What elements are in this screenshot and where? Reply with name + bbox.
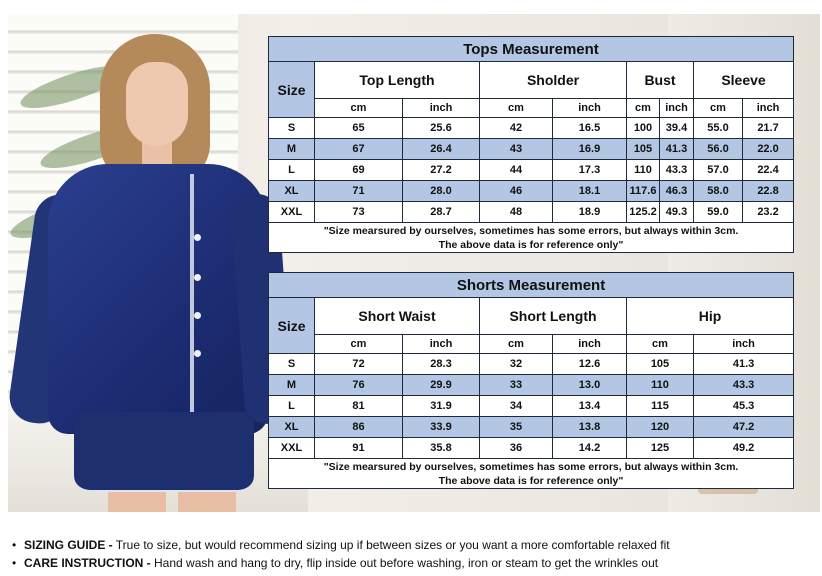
- tops-measurement-table: [268, 36, 794, 253]
- bullet-label: SIZING GUIDE -: [24, 538, 113, 552]
- measurement-cell: 43: [480, 139, 553, 160]
- col-group-short-length: Short Length: [480, 298, 627, 335]
- measurement-cell: 13.4: [553, 396, 627, 417]
- measurement-cell: 14.2: [553, 438, 627, 459]
- measurement-cell: 43.3: [660, 160, 694, 181]
- shorts-table-title: Shorts Measurement: [269, 273, 794, 298]
- measurement-cell: 65: [315, 118, 403, 139]
- measurement-cell: 16.9: [553, 139, 627, 160]
- unit-cell: inch: [403, 335, 480, 354]
- size-cell: XL: [269, 417, 315, 438]
- measurement-cell: 22.0: [743, 139, 794, 160]
- size-cell: S: [269, 354, 315, 375]
- table-row: [269, 438, 794, 459]
- measurement-cell: 32: [480, 354, 553, 375]
- measurement-cell: 56.0: [694, 139, 743, 160]
- measurement-cell: 41.3: [660, 139, 694, 160]
- unit-cell: inch: [553, 99, 627, 118]
- measurement-cell: 48: [480, 202, 553, 223]
- measurement-cell: 13.8: [553, 417, 627, 438]
- measurement-cell: 41.3: [694, 354, 794, 375]
- model-face: [126, 62, 188, 146]
- unit-cell: cm: [315, 335, 403, 354]
- unit-cell: cm: [627, 99, 660, 118]
- size-cell: L: [269, 160, 315, 181]
- table-row: [269, 118, 794, 139]
- table-row: [269, 375, 794, 396]
- unit-cell: inch: [694, 335, 794, 354]
- measurement-cell: 105: [627, 139, 660, 160]
- measurement-cell: 39.4: [660, 118, 694, 139]
- pajama-shorts: [74, 412, 254, 492]
- shirt-button: [194, 312, 201, 319]
- size-header: Size: [269, 298, 315, 354]
- table-row: [269, 354, 794, 375]
- measurement-cell: 34: [480, 396, 553, 417]
- measurement-cell: 29.9: [403, 375, 480, 396]
- unit-cell: inch: [660, 99, 694, 118]
- unit-cell: cm: [480, 335, 553, 354]
- measurement-cell: 120: [627, 417, 694, 438]
- measurement-cell: 28.0: [403, 181, 480, 202]
- measurement-cell: 22.4: [743, 160, 794, 181]
- measurement-cell: 81: [315, 396, 403, 417]
- model-in-pajamas: [8, 14, 308, 512]
- measurement-cell: 46: [480, 181, 553, 202]
- measurement-cell: 22.8: [743, 181, 794, 202]
- measurement-cell: 67: [315, 139, 403, 160]
- measurement-cell: 23.2: [743, 202, 794, 223]
- col-group-bust: Bust: [627, 62, 694, 99]
- measurement-cell: 17.3: [553, 160, 627, 181]
- unit-cell: cm: [627, 335, 694, 354]
- measurement-cell: 115: [627, 396, 694, 417]
- measurement-cell: 71: [315, 181, 403, 202]
- measurement-cell: 69: [315, 160, 403, 181]
- bullet-sizing-guide: [10, 536, 670, 554]
- measurement-cell: 91: [315, 438, 403, 459]
- unit-cell: inch: [553, 335, 627, 354]
- table-row: [269, 139, 794, 160]
- measurement-cell: 35: [480, 417, 553, 438]
- col-group-short-waist: Short Waist: [315, 298, 480, 335]
- table-row: [269, 396, 794, 417]
- measurement-note: [269, 223, 794, 253]
- measurement-cell: 28.3: [403, 354, 480, 375]
- measurement-cell: 76: [315, 375, 403, 396]
- measurement-cell: 18.1: [553, 181, 627, 202]
- note-line: "Size mearsured by ourselves, sometimes has some errors, but always within 3cm.: [323, 224, 739, 237]
- note-line: The above data is for reference only": [438, 474, 624, 487]
- measurement-note: [269, 459, 794, 489]
- measurement-cell: 42: [480, 118, 553, 139]
- col-group-sholder: Sholder: [480, 62, 627, 99]
- measurement-cell: 125.2: [627, 202, 660, 223]
- bullet-care-instruction: [10, 554, 670, 572]
- measurement-cell: 33.9: [403, 417, 480, 438]
- measurement-cell: 28.7: [403, 202, 480, 223]
- measurement-cell: 27.2: [403, 160, 480, 181]
- bullet-text: True to size, but would recommend sizing up if between sizes or you want a more comfortable relaxed fit: [112, 538, 670, 552]
- table-row: [269, 181, 794, 202]
- table-row: [269, 160, 794, 181]
- measurement-cell: 55.0: [694, 118, 743, 139]
- measurement-cell: 105: [627, 354, 694, 375]
- measurement-cell: 35.8: [403, 438, 480, 459]
- size-cell: L: [269, 396, 315, 417]
- unit-cell: inch: [403, 99, 480, 118]
- shirt-placket: [190, 174, 194, 424]
- measurement-cell: 49.3: [660, 202, 694, 223]
- measurement-cell: 44: [480, 160, 553, 181]
- table-row: [269, 417, 794, 438]
- measurement-cell: 45.3: [694, 396, 794, 417]
- unit-cell: cm: [315, 99, 403, 118]
- size-cell: XL: [269, 181, 315, 202]
- measurement-cell: 31.9: [403, 396, 480, 417]
- measurement-cell: 47.2: [694, 417, 794, 438]
- measurement-cell: 36: [480, 438, 553, 459]
- note-line: The above data is for reference only": [438, 238, 624, 251]
- measurement-cell: 73: [315, 202, 403, 223]
- shirt-button: [194, 274, 201, 281]
- measurement-cell: 12.6: [553, 354, 627, 375]
- col-group-hip: Hip: [627, 298, 794, 335]
- measurement-cell: 110: [627, 160, 660, 181]
- tops-table-title: Tops Measurement: [269, 37, 794, 62]
- measurement-cell: 125: [627, 438, 694, 459]
- bullet-label: CARE INSTRUCTION -: [24, 556, 151, 570]
- measurement-cell: 117.6: [627, 181, 660, 202]
- size-cell: M: [269, 375, 315, 396]
- measurement-cell: 26.4: [403, 139, 480, 160]
- measurement-cell: 43.3: [694, 375, 794, 396]
- measurement-cell: 18.9: [553, 202, 627, 223]
- measurement-cell: 100: [627, 118, 660, 139]
- measurement-cell: 72: [315, 354, 403, 375]
- shorts-measurement-table: [268, 272, 794, 489]
- unit-cell: cm: [480, 99, 553, 118]
- size-cell: XXL: [269, 438, 315, 459]
- size-cell: M: [269, 139, 315, 160]
- note-line: "Size mearsured by ourselves, sometimes has some errors, but always within 3cm.: [323, 460, 739, 473]
- measurement-cell: 46.3: [660, 181, 694, 202]
- measurement-cell: 57.0: [694, 160, 743, 181]
- measurement-cell: 58.0: [694, 181, 743, 202]
- product-bullet-list: [10, 536, 670, 572]
- measurement-cell: 25.6: [403, 118, 480, 139]
- unit-cell: inch: [743, 99, 794, 118]
- measurement-cell: 21.7: [743, 118, 794, 139]
- shirt-button: [194, 234, 201, 241]
- col-group-top-length: Top Length: [315, 62, 480, 99]
- measurement-cell: 33: [480, 375, 553, 396]
- measurement-cell: 86: [315, 417, 403, 438]
- size-header: Size: [269, 62, 315, 118]
- measurement-cell: 16.5: [553, 118, 627, 139]
- col-group-sleeve: Sleeve: [694, 62, 794, 99]
- size-cell: XXL: [269, 202, 315, 223]
- table-row: [269, 202, 794, 223]
- bullet-text: Hand wash and hang to dry, flip inside out before washing, iron or steam to get the wrinkles out: [150, 556, 659, 570]
- measurement-cell: 49.2: [694, 438, 794, 459]
- size-cell: S: [269, 118, 315, 139]
- measurement-cell: 110: [627, 375, 694, 396]
- unit-cell: cm: [694, 99, 743, 118]
- shirt-button: [194, 350, 201, 357]
- measurement-cell: 59.0: [694, 202, 743, 223]
- measurement-cell: 13.0: [553, 375, 627, 396]
